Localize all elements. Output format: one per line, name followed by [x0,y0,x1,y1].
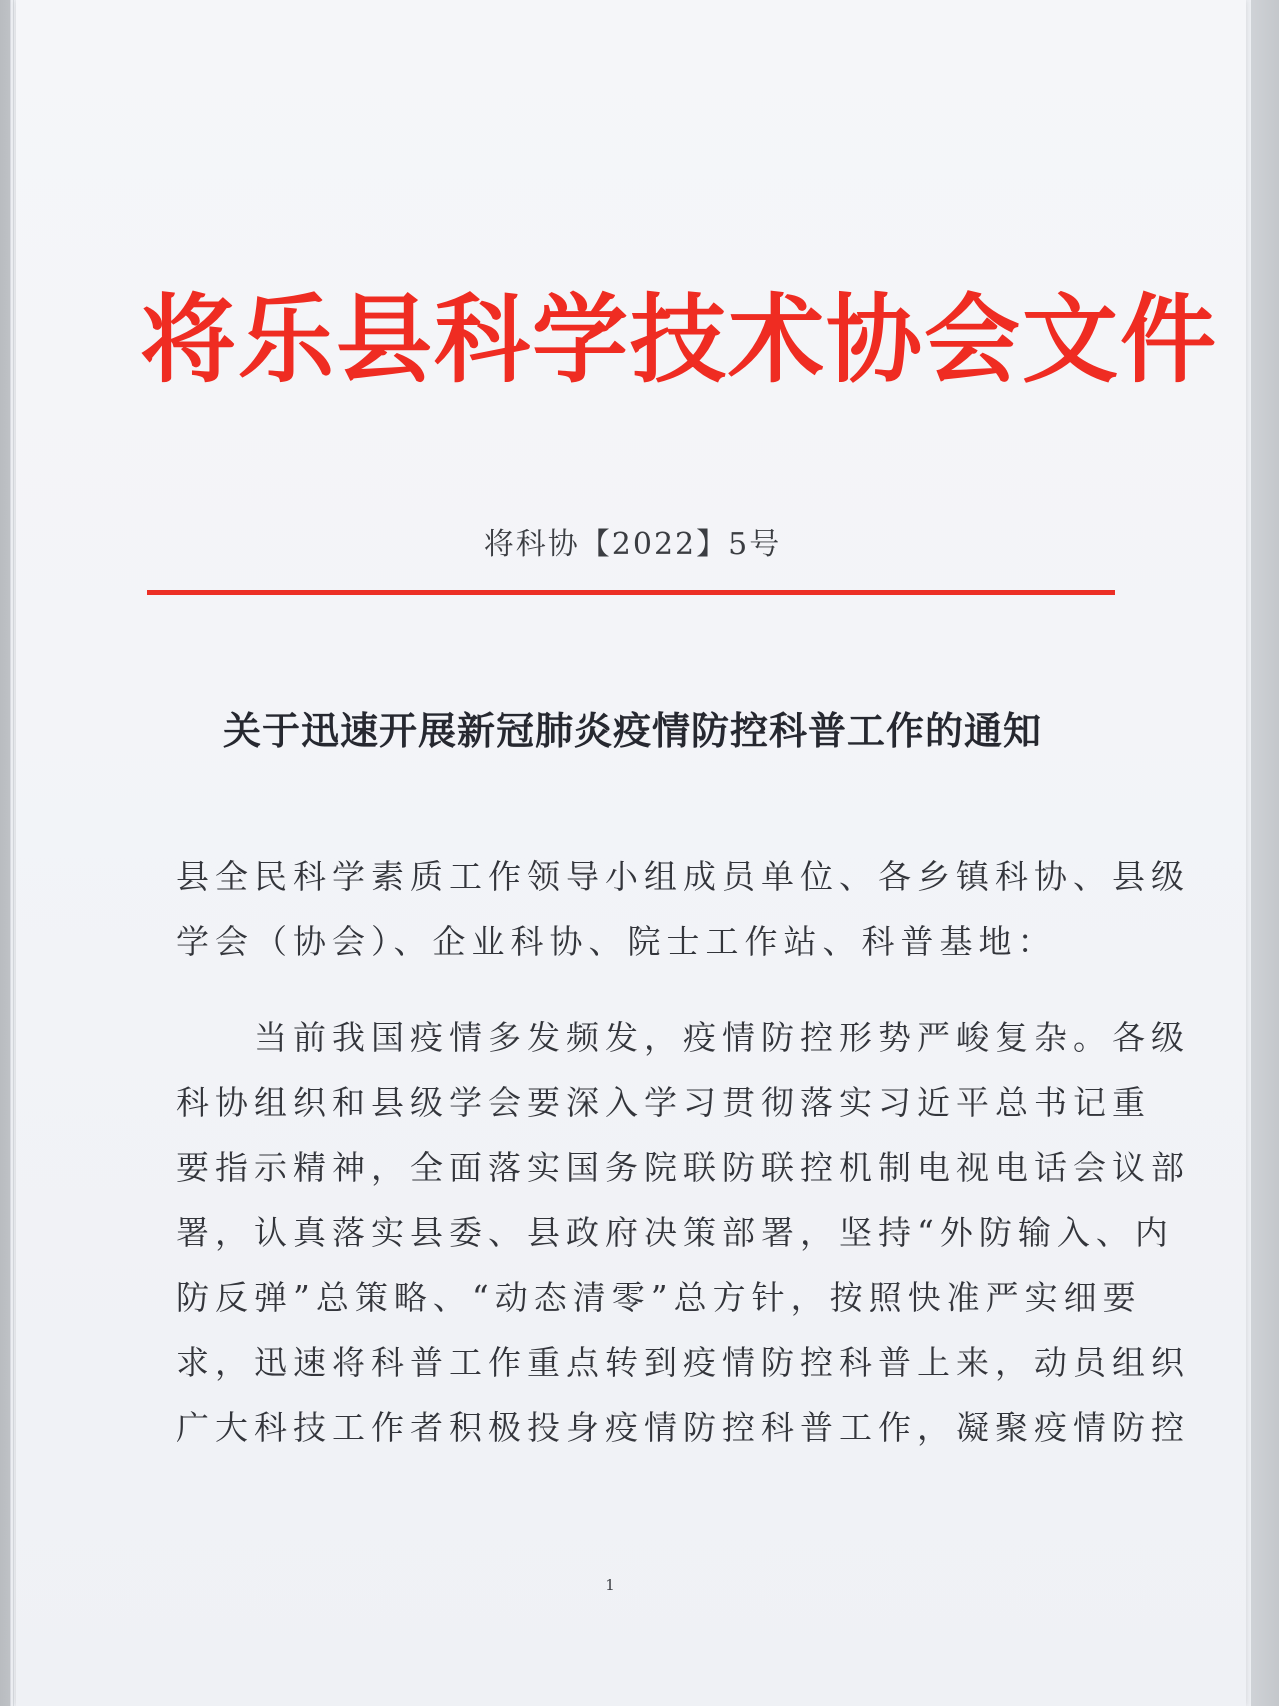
notice-title: 关于迅速开展新冠肺炎疫情防控科普工作的通知 [222,709,1042,753]
page-number: 1 [605,1576,615,1594]
paragraph-line: 署，认真落实县委、县政府决策部署，坚持“外防输入、内 [176,1213,1174,1252]
red-divider-line [147,590,1115,595]
addressee-line: 县全民科学素质工作领导小组成员单位、各乡镇科协、县级 [176,857,1190,896]
paragraph-line: 广大科技工作者积极投身疫情防控科普工作，凝聚疫情防控 [176,1408,1190,1447]
paragraph-line: 科协组织和县级学会要深入学习贯彻落实习近平总书记重 [176,1083,1151,1122]
body-paragraph [176,1005,1190,1460]
paragraph-line: 防反弹”总策略、“动态清零”总方针，按照快准严实细要 [176,1278,1142,1317]
document-number: 将科协【2022】5号 [483,527,782,562]
paragraph-line: 要指示精神，全面落实国务院联防联控机制电视电话会议部 [176,1148,1190,1187]
addressee-line: 学会（协会）、企业科协、院士工作站、科普基地： [176,922,1057,961]
paragraph-line: 当前我国疫情多发频发，疫情防控形势严峻复杂。各级 [176,1018,1190,1057]
document-header-title: 将乐县科学技术协会文件 [140,283,1218,396]
paragraph-line: 求，迅速将科普工作重点转到疫情防控科普上来，动员组织 [176,1343,1190,1382]
addressee-block [176,844,1190,974]
